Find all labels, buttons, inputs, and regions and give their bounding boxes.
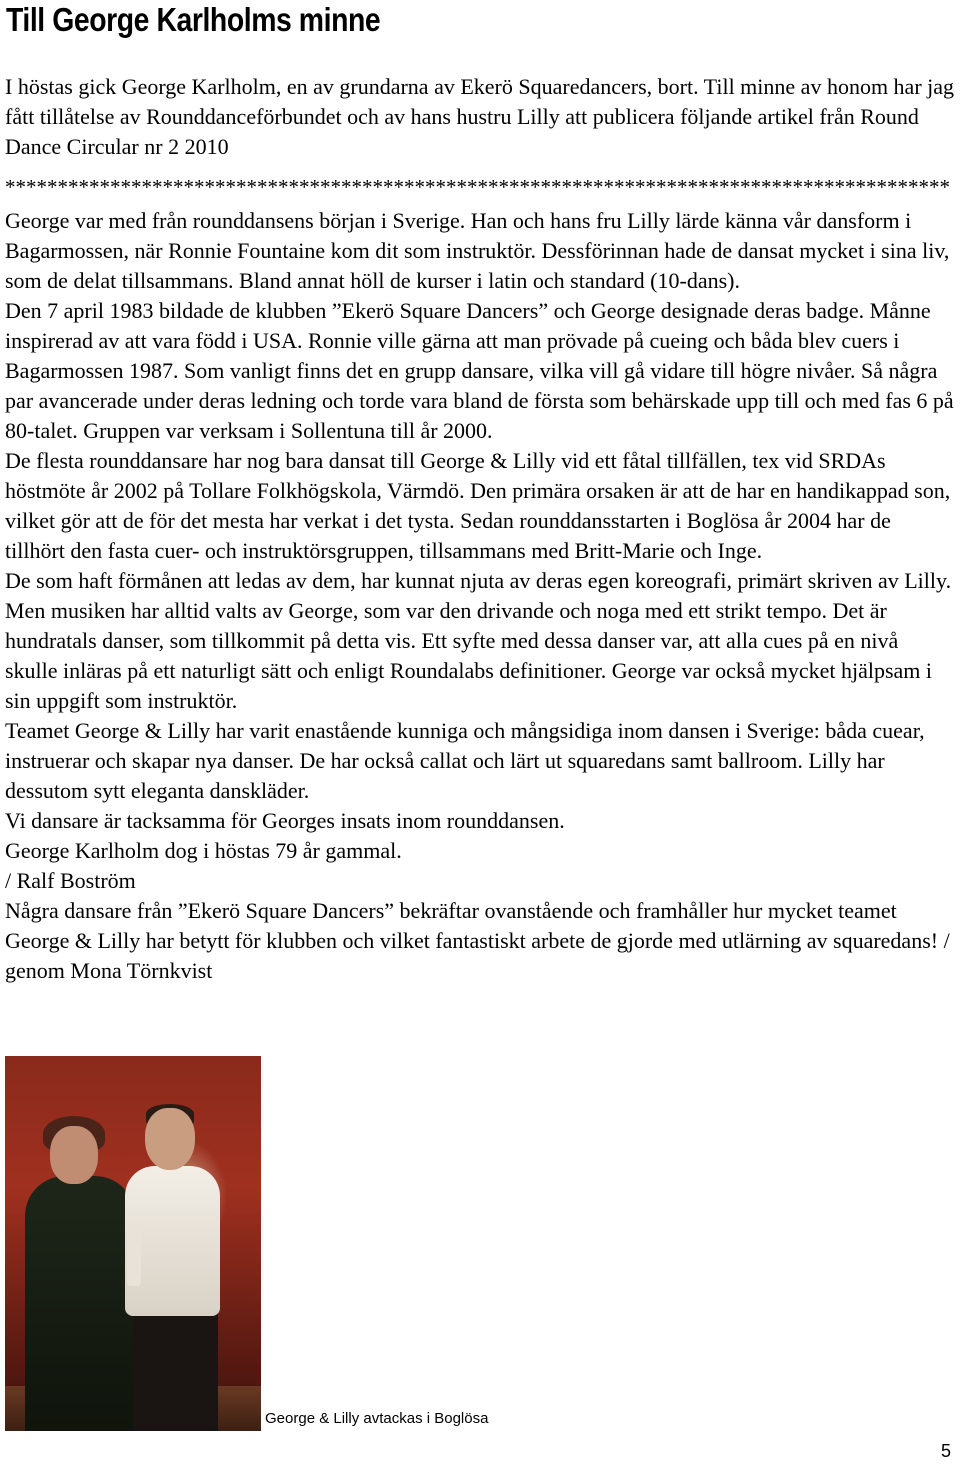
article-paragraph-1: George var med från rounddansens början i Sverige. Han och hans fru Lilly lärde känna vår dansform i Bagarmossen, när Ronnie Fountaine kom dit som instruktör. Dessförinnan hade de dansat mycket i sina liv, som de delat tillsammans. Bland annat höll de kurser i latin och standard (10-dans).: [5, 208, 950, 293]
photo-woman-figure: [25, 1176, 135, 1431]
photo-woman-face: [50, 1126, 98, 1184]
photo-man-trousers: [133, 1306, 218, 1431]
page-title: Till George Karlholms minne: [6, 1, 381, 38]
article-body: [5, 206, 955, 986]
article-paragraph-6: Vi dansare är tacksamma för Georges insats inom rounddansen.: [5, 808, 565, 833]
article-paragraph-4: De som haft förmånen att ledas av dem, har kunnat njuta av deras egen koreografi, primärt skriven av Lilly. Men musiken har alltid valts av George, som var den drivande och noga med ett strikt tempo. Det är hundratals danser, som tillkommit på detta vis. Ett syfte med dessa danser var, att alla cues på en nivå skulle inläras på ett naturligt sätt och enligt Roundalabs definitioner. George var också mycket hjälpsam i sin uppgift som instruktör.: [5, 568, 952, 713]
photo-trophy: [127, 1226, 141, 1286]
article-paragraph-5: Teamet George & Lilly har varit enastående kunniga och mångsidiga inom dansen i Sverige: båda cuear, instruerar och skapar nya danser. De har också callat och lärt ut squaredans samt ballroom. Lilly har dessutom sytt eleganta danskläder.: [5, 718, 925, 803]
article-paragraph-9: Några dansare från ”Ekerö Square Dancers” bekräftar ovanstående och framhåller hur mycket teamet George & Lilly har betytt för klubben och vilket fantastiskt arbete de gjorde med utlärning av squaredans! / genom Mona Törnkvist: [5, 898, 950, 983]
separator-line: ******************************************************************************************: [5, 176, 950, 198]
page-number: 5: [941, 1441, 952, 1461]
intro-paragraph: I höstas gick George Karlholm, en av grundarna av Ekerö Squaredancers, bort. Till minne av honom har jag fått tillåtelse av Rounddanceförbundet och av hans hustru Lilly att publicera följande artikel från Round Dance Circular nr 2 2010: [5, 74, 955, 159]
article-signature: / Ralf Boström: [5, 868, 136, 893]
article-paragraph-2: Den 7 april 1983 bildade de klubben ”Ekerö Square Dancers” och George designade deras badge. Månne inspirerad av att vara född i USA. Ronnie ville gärna att man prövade på cueing och båda blev cuers i Bagarmossen 1987. Som vanligt finns det en grupp dansare, vilka vill gå vidare till högre nivåer. Så några par avancerade under deras ledning och torde vara bland de första som behärskade upp till och med fas 6 på 80-talet. Gruppen var verksam i Sollentuna till år 2000.: [5, 298, 954, 443]
couple-photo: [5, 1056, 261, 1431]
photo-caption: George & Lilly avtackas i Boglösa: [265, 1410, 489, 1427]
photo-man-face: [145, 1108, 195, 1170]
article-paragraph-7: George Karlholm dog i höstas 79 år gammal.: [5, 838, 402, 863]
article-paragraph-3: De flesta rounddansare har nog bara dansat till George & Lilly vid ett fåtal tillfällen, tex vid SRDAs höstmöte år 2002 på Tollare Folkhögskola, Värmdö. Den primära orsaken är att de har en handikappad son, vilket gör att de för det mesta har verkat i det tysta. Sedan rounddansstarten i Boglösa år 2004 har de tillhört den fasta cuer- och instruktörsgruppen, tillsammans med Britt-Marie och Inge.: [5, 448, 951, 563]
